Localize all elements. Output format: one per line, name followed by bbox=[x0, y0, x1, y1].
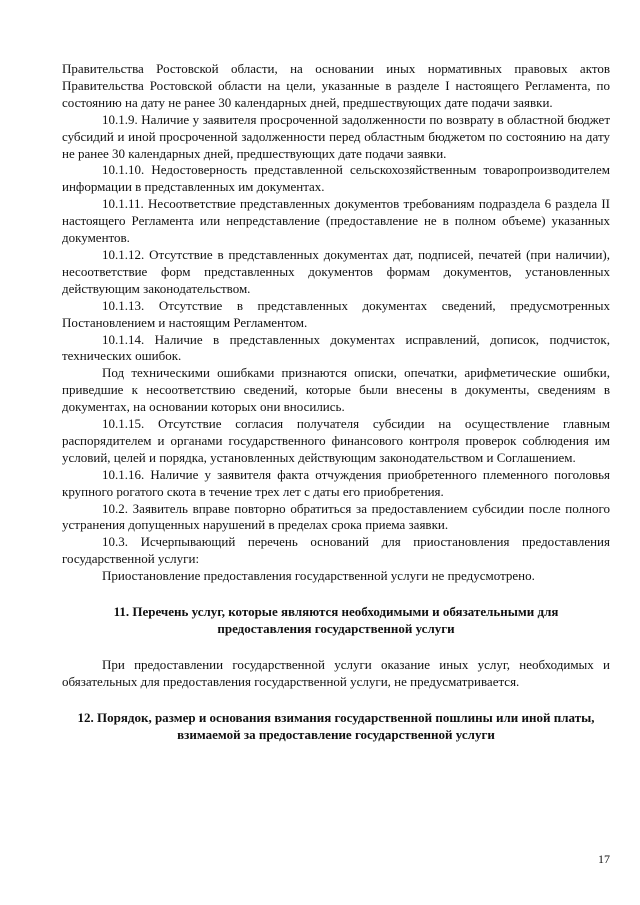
paragraph-10-1-9: 10.1.9. Наличие у заявителя просроченной задолженности по возврату в областной бюджет субсидий и иной просроченной задолженности перед областным бюджетом по состоянию на дату не ранее 30 календарных дней, предшествующих дате подачи заявки. bbox=[62, 111, 610, 161]
paragraph-10-1-16: 10.1.16. Наличие у заявителя факта отчуждения приобретенного племенного поголовья крупного рогатого скота в течение трех лет с даты его приобретения. bbox=[62, 466, 610, 499]
paragraph-10-1-11: 10.1.11. Несоответствие представленных документов требованиям подраздела 6 раздела II настоящего Регламента или непредставление (предоставление не в полном объеме) указанных документов. bbox=[62, 196, 610, 246]
document-body bbox=[62, 61, 610, 743]
paragraph-technical-errors: Под техническими ошибками признаются описки, опечатки, арифметические ошибки, приведшие к несоответствию сведений, которые были внесены в документы, сведениям в документах, на основании которых они вносились. bbox=[62, 365, 610, 415]
paragraph-10-1-14: 10.1.14. Наличие в представленных документах исправлений, дописок, подчисток, технических ошибок. bbox=[62, 331, 610, 364]
paragraph-10-1-12: 10.1.12. Отсутствие в представленных документах дат, подписей, печатей (при наличии), несоответствие форм представленных документов формам документов, установленных действующим законодательством. bbox=[62, 246, 610, 296]
paragraph-10-3: 10.3. Исчерпывающий перечень оснований для приостановления предоставления государственной услуги: bbox=[62, 534, 610, 567]
section-11-text: При предоставлении государственной услуги оказание иных услуг, необходимых и обязательных для предоставления государственной услуги, не предусматривается. bbox=[62, 657, 610, 689]
paragraph-suspension: Приостановление предоставления государственной услуги не предусмотрено. bbox=[102, 568, 535, 584]
paragraph-continuation: Правительства Ростовской области, на основании иных нормативных правовых актов Правительства Ростовской области на цели, указанные в разделе I настоящего Регламента, по состоянию на дату не ранее 30 календарных дней, предшествующих дате подачи заявки. bbox=[62, 61, 610, 110]
paragraph-10-1-15: 10.1.15. Отсутствие согласия получателя субсидии на осуществление главным распорядителем и органами государственного финансового контроля проверок соблюдения им условий, целей и порядка, установленных действующим законодательством и Соглашением. bbox=[62, 416, 610, 465]
paragraph-10-1-10: 10.1.10. Недостоверность представленной сельскохозяйственным товаропроизводителем информации в представленных им документах. bbox=[62, 162, 610, 195]
page-number: 17 bbox=[598, 852, 610, 866]
paragraph-10-2: 10.2. Заявитель вправе повторно обратиться за предоставлением субсидии после полного устранения допущенных нарушений в пределах срока приема заявки. bbox=[62, 500, 610, 533]
paragraph-10-1-13: 10.1.13. Отсутствие в представленных документах сведений, предусмотренных Постановлением и настоящим Регламентом. bbox=[62, 297, 610, 330]
section-12-heading: 12. Порядок, размер и основания взимания государственной пошлины или иной платы, взимаемой за предоставление государственной услуги bbox=[77, 709, 595, 742]
section-11-heading: 11. Перечень услуг, которые являются необходимыми и обязательными для предоставления государственной услуги bbox=[113, 604, 559, 637]
